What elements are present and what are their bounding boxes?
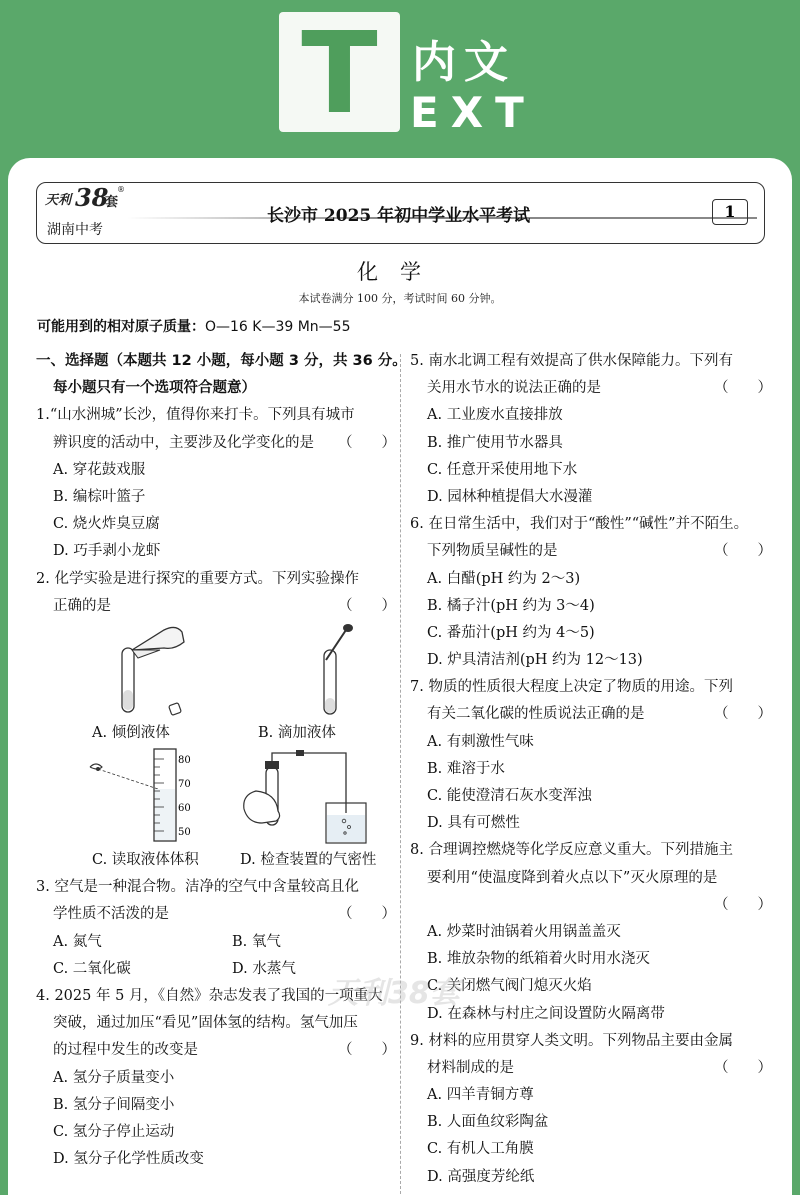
exam-number-badge: 1: [712, 199, 748, 225]
q1-stem: 1.“山水洲城”长沙，值得你来打卡。下列具有城市: [36, 407, 355, 424]
q6-stem-text: 下列物质呈碱性的是: [427, 543, 558, 560]
q7-option-b: B. 难溶于水: [427, 760, 505, 777]
brand-logo: [45, 183, 125, 212]
q3-stem-cont: [36, 901, 396, 928]
atomic-masses: [37, 316, 351, 336]
q5-stem-cont: [410, 375, 772, 402]
right-column: [410, 348, 772, 1191]
q7-stem-cont: [410, 701, 772, 728]
q3-option-b: B. 氧气: [232, 933, 281, 950]
q7-option-a: A. 有刺激性气味: [427, 733, 534, 750]
q5-stem-text: 关用水节水的说法正确的是: [427, 380, 601, 397]
q7-stem-text: 有关二氧化碳的性质说法正确的是: [427, 706, 645, 723]
q2-captions-row-1: [36, 720, 396, 747]
answer-blank: （ ）: [714, 543, 772, 560]
q4-option-a: A. 氢分子质量变小: [53, 1069, 175, 1086]
q2-images-row-1: [36, 620, 396, 720]
q6-stem: 6. 在日常生活中，我们对于“酸性”“碱性”并不陌生。: [410, 516, 749, 533]
q6-option-c: C. 番茄汁(pH 约为 4～5): [427, 624, 595, 641]
q3-stem: 3. 空气是一种混合物。洁净的空气中含量较高且化: [36, 879, 359, 896]
q2-images-row-2: [36, 747, 396, 847]
top-banner: [0, 0, 800, 160]
region-label: 湖南中考: [47, 222, 103, 238]
answer-blank: （ ）: [338, 597, 396, 614]
q2-option-d: D. 检查装置的气密性: [240, 852, 377, 869]
add-drops-figure: [286, 620, 376, 720]
q6-option-a: A. 白醋(pH 约为 2～3): [427, 570, 581, 587]
q5-option-d: D. 园林种植提倡大水漫灌: [427, 488, 593, 505]
q9-stem: 9. 材料的应用贯穿人类文明。下列物品主要由金属: [410, 1032, 733, 1049]
q1-option-b: B. 编棕叶篮子: [53, 488, 146, 505]
t-letter: T: [301, 9, 378, 139]
section-title: 一、选择题（本题共 12 小题，每小题 3 分，共 36 分。: [36, 353, 407, 369]
q3-option-c: C. 二氧化碳: [53, 960, 131, 977]
q2-stem-cont: [36, 593, 396, 620]
q9-stem-text: 材料制成的是: [427, 1059, 514, 1076]
banner-chinese-title: 内文: [412, 37, 516, 88]
q4-stem: 4. 2025 年 5 月，《自然》杂志发表了我国的一项重大: [36, 988, 383, 1004]
brand-text: 天利: [45, 193, 72, 208]
q2-option-b: B. 滴加液体: [258, 724, 336, 741]
q2-stem-text: 正确的是: [53, 597, 111, 614]
answer-blank: （ ）: [338, 434, 396, 451]
atomic-masses-values: O—16 K—39 Mn—55: [205, 319, 351, 335]
q8-option-c: C. 关闭燃气阀门熄灭火焰: [427, 978, 592, 995]
q4-option-b: B. 氢分子间隔变小: [53, 1096, 175, 1113]
q5-stem: 5. 南水北调工程有效提高了供水保障能力。下列有: [410, 353, 733, 369]
q2-stem: 2. 化学实验是进行探究的重要方式。下列实验操作: [36, 570, 359, 587]
q6-stem-cont: [410, 538, 772, 565]
q5-option-b: B. 推广使用节水器具: [427, 434, 563, 451]
column-divider: [400, 354, 401, 1195]
q8-option-a: A. 炒菜时油锅着火用锅盖盖灭: [427, 923, 621, 940]
tick-70: 70: [178, 779, 191, 791]
tick-60: 60: [178, 803, 191, 815]
answer-blank: （ ）: [714, 896, 772, 913]
q8-stem-cont: 要利用“使温度降到着火点以下”灭火原理的是: [427, 869, 718, 886]
q6-option-d: D. 炉具清洁剂(pH 约为 12～13): [427, 652, 643, 669]
q9-option-a: A. 四羊青铜方尊: [427, 1087, 534, 1104]
q1-option-a: A. 穿花鼓戏服: [53, 461, 146, 478]
q7-stem: 7. 物质的性质很大程度上决定了物质的用途。下列: [410, 679, 733, 696]
q9-option-c: C. 有机人工角膜: [427, 1141, 534, 1158]
banner-english-title: EXT: [410, 88, 536, 137]
brand-suffix: 套: [105, 195, 119, 210]
exam-title: 长沙市 2025 年初中学业水平考试: [267, 206, 531, 226]
q8-option-b: B. 堆放杂物的纸箱着火时用水浇灭: [427, 951, 650, 968]
tick-50: 50: [178, 827, 191, 839]
q8-answer-line: [410, 892, 772, 919]
left-column: [36, 348, 407, 1173]
q7-option-d: D. 具有可燃性: [427, 815, 520, 832]
q7-option-c: C. 能使澄清石灰水变浑浊: [427, 788, 592, 804]
q4-option-c: C. 氢分子停止运动: [53, 1123, 175, 1140]
q1-option-c: C. 烧火炸臭豆腐: [53, 516, 160, 533]
answer-blank: （ ）: [714, 706, 772, 723]
q3-options-row-1: [36, 929, 396, 956]
q5-option-a: A. 工业废水直接排放: [427, 407, 563, 424]
q1-stem-text: 辨识度的活动中，主要涉及化学变化的是: [53, 434, 314, 451]
atomic-masses-label: 可能用到的相对原子质量：: [37, 319, 205, 335]
answer-blank: （ ）: [714, 380, 772, 397]
q3-stem-text: 学性质不活泼的是: [53, 906, 169, 923]
q8-option-d: D. 在森林与村庄之间设置防火隔离带: [427, 1005, 665, 1022]
q9-option-b: B. 人面鱼纹彩陶盆: [427, 1114, 549, 1131]
answer-blank: （ ）: [338, 1042, 396, 1059]
q9-stem-cont: [410, 1055, 772, 1082]
exam-header: [36, 182, 765, 244]
q5-option-c: C. 任意开采使用地下水: [427, 461, 578, 478]
q4-stem-cont: 突破，通过加压“看见”固体氢的结构。氢气加压: [53, 1015, 358, 1032]
airtightness-figure: [236, 747, 386, 847]
pour-liquid-figure: [114, 620, 214, 720]
answer-blank: （ ）: [714, 1059, 772, 1076]
q4-stem-text: 的过程中发生的改变是: [53, 1042, 198, 1059]
q1-stem-cont: [36, 430, 396, 457]
section-title-cont: 每小题只有一个选项符合题意）: [53, 380, 256, 397]
exam-paper: [8, 158, 792, 1195]
registered-mark: ®: [117, 185, 125, 194]
subject-title: 化学: [357, 260, 443, 284]
q1-option-d: D. 巧手剥小龙虾: [53, 543, 161, 560]
tick-80: 80: [178, 755, 191, 767]
q4-option-d: D. 氢分子化学性质改变: [53, 1151, 204, 1168]
q2-captions-row-2: [36, 847, 396, 874]
t-logo-block: [279, 9, 400, 139]
q3-option-d: D. 水蒸气: [232, 960, 296, 977]
q4-stem-cont-2: [36, 1037, 396, 1064]
q6-option-b: B. 橘子汁(pH 约为 3～4): [427, 597, 595, 614]
q8-stem: 8. 合理调控燃烧等化学反应意义重大。下列措施主: [410, 842, 733, 859]
q3-option-a: A. 氮气: [53, 933, 102, 950]
brand-number: 38: [75, 183, 109, 212]
q9-option-d: D. 高强度芳纶纸: [427, 1168, 535, 1185]
watermark: 天利38套: [328, 976, 460, 1011]
read-volume-figure: [84, 747, 204, 847]
answer-blank: （ ）: [338, 906, 396, 923]
q2-option-a: A. 倾倒液体: [92, 724, 170, 741]
exam-note: 本试卷满分 100 分，考试时间 60 分钟。: [298, 292, 502, 305]
q2-option-c: C. 读取液体体积: [92, 852, 199, 869]
